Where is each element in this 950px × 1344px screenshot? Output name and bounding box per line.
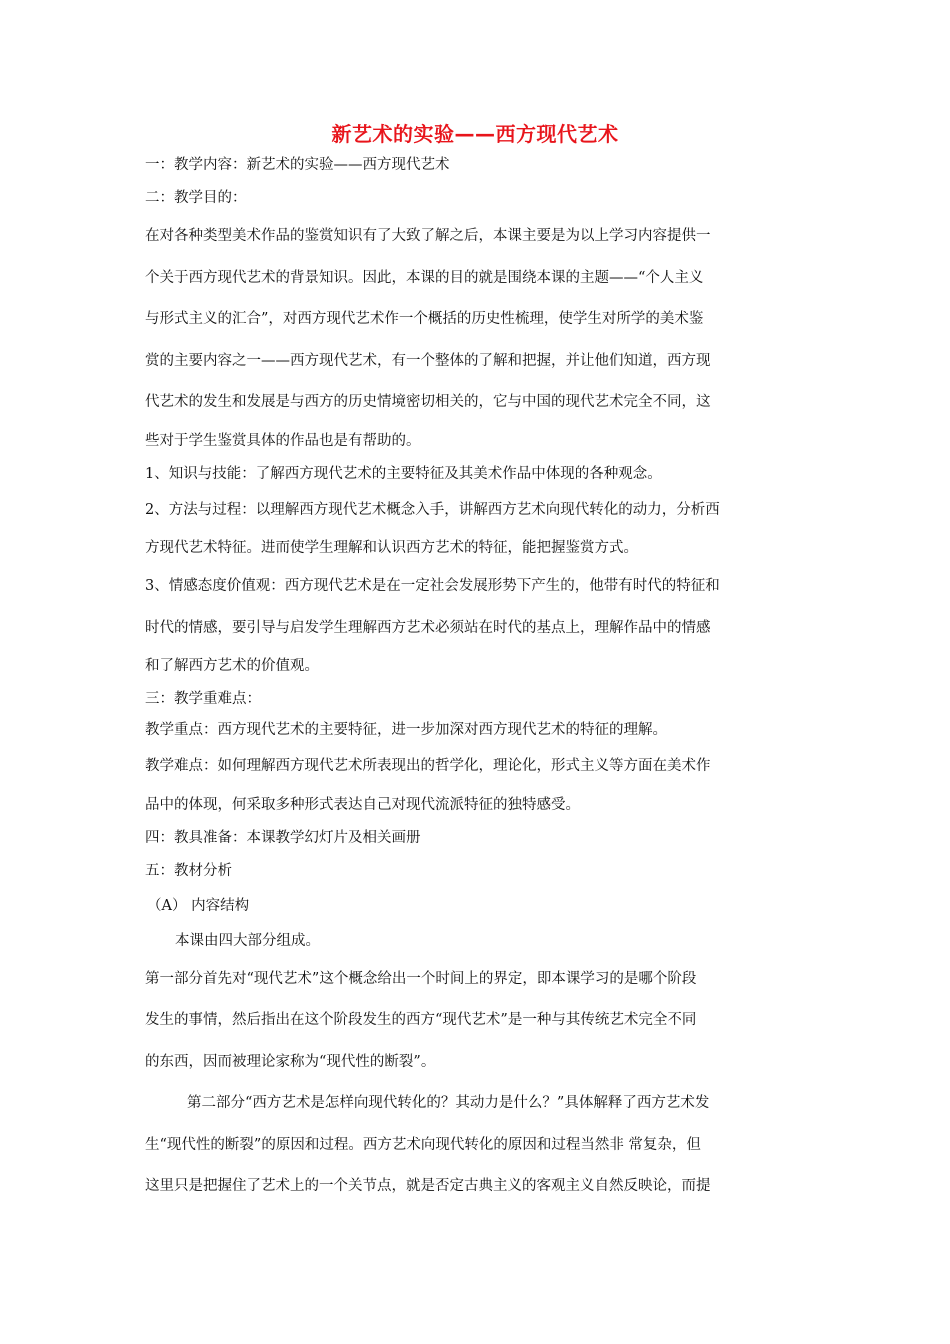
paragraph-line: 在对各种类型美术作品的鉴赏知识有了大致了解之后，本课主要是为以上学习内容提供一 <box>145 228 711 244</box>
key-point: 教学重点：西方现代艺术的主要特征，进一步加深对西方现代艺术的特征的理解。 <box>145 722 667 738</box>
section-1-heading: 一：教学内容：新艺术的实验——西方现代艺术 <box>145 157 450 173</box>
objective-1: 1、知识与技能：了解西方现代艺术的主要特征及其美术作品中体现的各种观念。 <box>145 465 662 482</box>
paragraph-line: 第二部分“西方艺术是怎样向现代转化的？其动力是什么？”具体解释了西方艺术发 <box>187 1095 710 1111</box>
paragraph-line: 与形式主义的汇合”，对西方现代艺术作一个概括的历史性梳理，使学生对所学的美术鉴 <box>145 311 704 327</box>
objective-3-cont: 时代的情感，要引导与启发学生理解西方艺术必须站在时代的基点上，理解作品中的情感 <box>145 619 711 636</box>
document-body <box>145 150 805 1208</box>
section-3-heading: 三：教学重难点： <box>145 691 261 707</box>
objective-3: 3、情感态度价值观：西方现代艺术是在一定社会发展形势下产生的，他带有时代的特征和 <box>145 578 720 594</box>
difficult-point: 教学难点：如何理解西方现代艺术所表现出的哲学化，理论化，形式主义等方面在美术作 <box>145 758 711 774</box>
section-5-heading: 五：教材分析 <box>145 862 232 879</box>
subsection-a-heading: （A） 内容结构 <box>147 897 250 914</box>
paragraph-line: 赏的主要内容之一——西方现代艺术，有一个整体的了解和把握，并让他们知道，西方现 <box>145 352 711 369</box>
paragraph-line: 的东西，因而被理论家称为“现代性的断裂”。 <box>145 1053 436 1070</box>
paragraph-line: 些对于学生鉴赏具体的作品也是有帮助的。 <box>145 432 421 449</box>
paragraph-line: 发生的事情，然后指出在这个阶段发生的西方“现代艺术”是一种与其传统艺术完全不同 <box>145 1012 697 1028</box>
objective-3-cont: 和了解西方艺术的价值观。 <box>145 658 319 674</box>
difficult-point-cont: 品中的体现，何采取多种形式表达自己对现代流派特征的独特感受。 <box>145 796 580 813</box>
paragraph-line: 个关于西方现代艺术的背景知识。因此，本课的目的就是围绕本课的主题——“个人主义 <box>145 269 704 286</box>
paragraph-line: 代艺术的发生和发展是与西方的历史情境密切相关的，它与中国的现代艺术完全不同，这 <box>145 394 711 410</box>
paragraph-line: 第一部分首先对“现代艺术”这个概念给出一个时间上的界定，即本课学习的是哪个阶段 <box>145 970 697 987</box>
section-4-heading: 四：教具准备：本课教学幻灯片及相关画册 <box>145 829 421 846</box>
objective-2-cont: 方现代艺术特征。进而使学生理解和认识西方艺术的特征，能把握鉴赏方式。 <box>145 540 638 556</box>
section-2-heading: 二：教学目的： <box>145 190 247 206</box>
document-title: 新艺术的实验——西方现代艺术 <box>331 122 619 146</box>
paragraph-line: 生“现代性的断裂”的原因和过程。西方艺术向现代转化的原因和过程当然非 常复杂，但 <box>145 1136 701 1153</box>
paragraph-line: 这里只是把握住了艺术上的一个关节点，就是否定古典主义的客观主义自然反映论，而提 <box>145 1178 711 1194</box>
paragraph-line: 本课由四大部分组成。 <box>175 932 320 949</box>
objective-2: 2、方法与过程：以理解西方现代艺术概念入手，讲解西方艺术向现代转化的动力，分析西 <box>145 501 720 518</box>
